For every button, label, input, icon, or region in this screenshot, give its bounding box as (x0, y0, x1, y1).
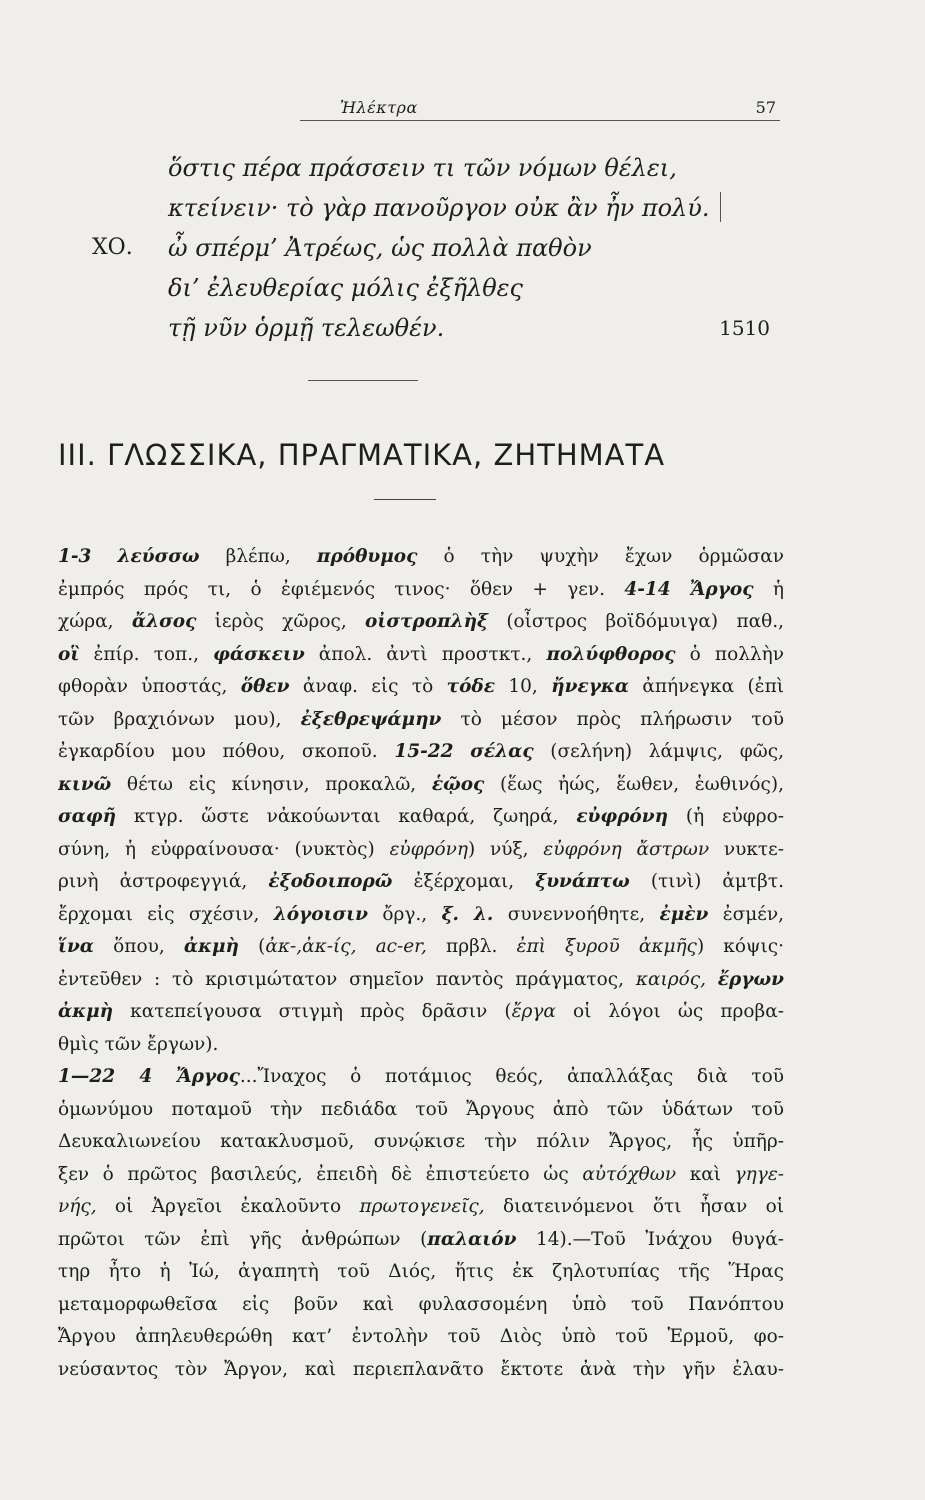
verse-line: τῇ νῦν ὁρμῇ τελεωθέν. 1510 (100, 308, 800, 348)
note-line: 1-3 λεύσσω βλέπω, πρόθυμος ὁ τὴν ψυχὴν ἔχων ὁρμῶσαν (58, 546, 784, 567)
note-line: Δευκαλιωνείου κατακλυσμοῦ, συνῴκισε τὴν πόλιν Ἄργος, ἧς ὑπῆρ- (58, 1131, 784, 1152)
note-line: νής, οἱ Ἀργεῖοι ἐκαλοῦντο πρωτογενεῖς, διατεινόμενοι ὅτι ἦσαν οἱ (58, 1196, 784, 1217)
note-line: χώρα, ἄλσος ἱερὸς χῶρος, οἰστροπλὴξ (οἶστρος βοϊδόμυιγα) παθ., (58, 611, 784, 632)
note-line: ἔρχομαι εἰς σχέσιν, λόγοισιν ὄργ., ξ. λ. συνεννοήθητε, ἐμὲν ἐσμέν, (58, 903, 784, 925)
line-number: 1510 (719, 316, 770, 340)
header-rule (300, 120, 780, 121)
note-line: ὁμωνύμου ποταμοῦ τὴν πεδιάδα τοῦ Ἄργους ἀπὸ τῶν ὑδάτων τοῦ (58, 1098, 784, 1120)
note-line: τῶν βραχιόνων μου), ἐξεθρεψάμην τὸ μέσον πρὸς πλήρωσιν τοῦ (58, 708, 784, 730)
separator-rule (308, 380, 418, 381)
note-line: ἐγκαρδίου μου πόθου, σκοποῦ. 15-22 σέλας (σελήνη) λάμψις, φῶς, (58, 741, 784, 762)
note-line: μεταμορφωθεῖσα εἰς βοῦν καὶ φυλασσομένη ὑπὸ τοῦ Πανόπτου (58, 1293, 784, 1315)
note-line: σαφῆ κτγρ. ὥστε νἀκούωνται καθαρά, ζωηρά, εὐφρόνη (ἡ εὐφρο- (58, 806, 784, 827)
note-line: 1—22 4 Ἄργος...Ἴναχος ὁ ποτάμιος θεός, ἀπαλλάξας διὰ τοῦ (58, 1066, 784, 1087)
verse-line: ΧΟ. ὦ σπέρμ’ Ἀτρέως, ὡς πολλὰ παθὸν (100, 228, 800, 268)
note-line: σύνη, ἡ εὐφραίνουσα· (νυκτὸς) εὐφρόνη) νύξ, εὐφρόνη ἄστρων νυκτε- (58, 838, 784, 860)
note-line: οἳ ἐπίρ. τοπ., φάσκειν ἀπολ. ἀντὶ προστκτ., πολύφθορος ὁ πολλὴν (58, 643, 784, 665)
note-line: τηρ ἦτο ἡ Ἰώ, ἀγαπητὴ τοῦ Διός, ἥτις ἐκ ζηλοτυπίας τῆς Ἥρας (58, 1261, 784, 1282)
note-line: ρινὴ ἀστροφεγγιά, ἐξοδοιπορῶ ἐξέρχομαι, ξυνάπτω (τινὶ) ἀμτβτ. (58, 871, 784, 892)
running-title: Ἠλέκτρα (340, 98, 418, 117)
note-line: φθορὰν ὑποστάς, ὅθεν ἀναφ. εἰς τὸ τόδε 10, ἤνεγκα ἀπήνεγκα (ἐπὶ (58, 676, 784, 697)
note-line: κινῶ θέτω εἰς κίνησιν, προκαλῶ, ἑῷος (ἕως ἠώς, ἕωθεν, ἑωθινός), (58, 773, 784, 795)
running-head (300, 92, 780, 122)
heading-rule (374, 499, 436, 500)
note-line: ἐντεῦθεν : τὸ κρισιμώτατον σημεῖον παντὸς πράγματος, καιρός, ἔργων (58, 968, 784, 990)
section-heading: ΙΙΙ. ΓΛΩΣΣΙΚΑ, ΠΡΑΓΜΑΤΙΚΑ, ΖΗΤΗΜΑΤΑ (58, 438, 666, 472)
verse-block (92, 148, 800, 348)
note-line: θμὶς τῶν ἔργων). (58, 1033, 219, 1055)
verse-line: δι’ ἐλευθερίας μόλις ἐξῆλθες (168, 274, 523, 302)
note-line: ἀκμὴ κατεπείγουσα στιγμὴ πρὸς δρᾶσιν (ἔργα οἱ λόγοι ὡς προβα- (58, 1001, 784, 1022)
speaker-label: ΧΟ. (92, 235, 133, 260)
note-line: ξεν ὁ πρῶτος βασιλεύς, ἐπειδὴ δὲ ἐπιστεύετο ὡς αὐτόχθων καὶ γηγε- (58, 1163, 784, 1185)
note-line: νεύσαντος τὸν Ἄργον, καὶ περιεπλανᾶτο ἔκτοτε ἀνὰ τὴν γῆν ἐλαυ- (58, 1358, 784, 1380)
commentary-notes (58, 541, 784, 1386)
verse-line: ὅστις πέρα πράσσειν τι τῶν νόμων θέλει, (168, 154, 677, 182)
note-line: ἵνα ὅπου, ἀκμὴ (ἀκ-,ἀκ-ίς, ac-er, πρβλ. ἐπὶ ξυροῦ ἀκμῆς) κόψις· (58, 936, 784, 957)
note-line: ἐμπρός πρός τι, ὁ ἐφιέμενός τινος· ὅθεν + γεν. 4-14 Ἄργος ἡ (58, 578, 784, 600)
page-number: 57 (755, 98, 776, 117)
note-line: πρῶτοι τῶν ἐπὶ γῆς ἀνθρώπων (παλαιόν 14).—Τοῦ Ἰνάχου θυγά- (58, 1228, 784, 1250)
margin-mark (720, 192, 721, 222)
note-line: Ἄργου ἀπηλευθερώθη κατ’ ἐντολὴν τοῦ Διὸς ὑπὸ τοῦ Ἑρμοῦ, φο- (58, 1326, 784, 1347)
verse-line: κτείνειν· τὸ γὰρ πανοῦργον οὐκ ἂν ἦν πολύ. (100, 188, 800, 228)
